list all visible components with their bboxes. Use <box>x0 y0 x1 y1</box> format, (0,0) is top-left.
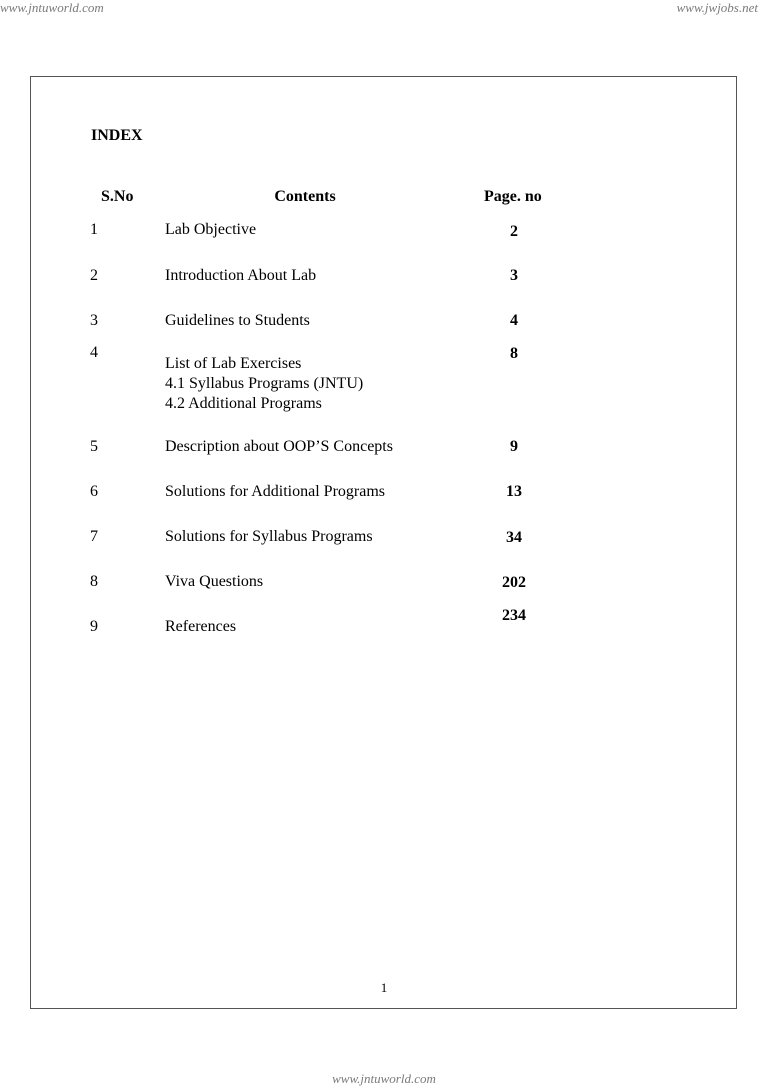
row-3-page: 4 <box>510 312 518 329</box>
header-sno: S.No <box>101 188 134 205</box>
row-5-content: Description about OOP’S Concepts <box>165 438 393 455</box>
row-2-content: Introduction About Lab <box>165 267 317 284</box>
row-6-sno: 6 <box>90 483 98 500</box>
row-1-content: Lab Objective <box>165 221 257 238</box>
row-3-content: Guidelines to Students <box>165 312 310 329</box>
row-5-page: 9 <box>510 438 518 455</box>
row-4-content-line-2: 4.1 Syllabus Programs (JNTU) <box>165 375 364 392</box>
row-9-sno: 9 <box>90 618 98 635</box>
row-1-sno: 1 <box>90 221 98 238</box>
row-4-content-line-3: 4.2 Additional Programs <box>165 395 322 412</box>
row-4-content-line-1: List of Lab Exercises <box>165 355 302 372</box>
row-7-sno: 7 <box>90 528 98 545</box>
page-title: INDEX <box>91 127 143 144</box>
row-4-page: 8 <box>510 345 518 362</box>
row-8-sno: 8 <box>90 573 98 590</box>
row-6-content: Solutions for Additional Programs <box>165 483 385 500</box>
header-contents: Contents <box>274 188 336 205</box>
page-number: 1 <box>380 980 388 995</box>
watermark-top-left: www.jntuworld.com <box>0 0 104 15</box>
row-2-sno: 2 <box>90 267 98 284</box>
row-7-content: Solutions for Syllabus Programs <box>165 528 373 545</box>
row-1-page: 2 <box>510 223 518 240</box>
row-7-page: 34 <box>506 529 522 546</box>
header-page-no: Page. no <box>484 188 542 205</box>
page-border <box>30 76 737 1009</box>
row-8-page: 202 <box>502 574 526 591</box>
row-2-page: 3 <box>510 267 518 284</box>
row-5-sno: 5 <box>90 438 98 455</box>
row-6-page: 13 <box>506 483 522 500</box>
row-8-content: Viva Questions <box>165 573 264 590</box>
watermark-top-right: www.jwjobs.net <box>676 0 758 15</box>
row-4-sno: 4 <box>90 344 98 361</box>
row-9-page: 234 <box>502 607 526 624</box>
watermark-bottom: www.jntuworld.com <box>332 1071 436 1086</box>
row-9-content: References <box>165 618 237 635</box>
row-3-sno: 3 <box>90 312 98 329</box>
